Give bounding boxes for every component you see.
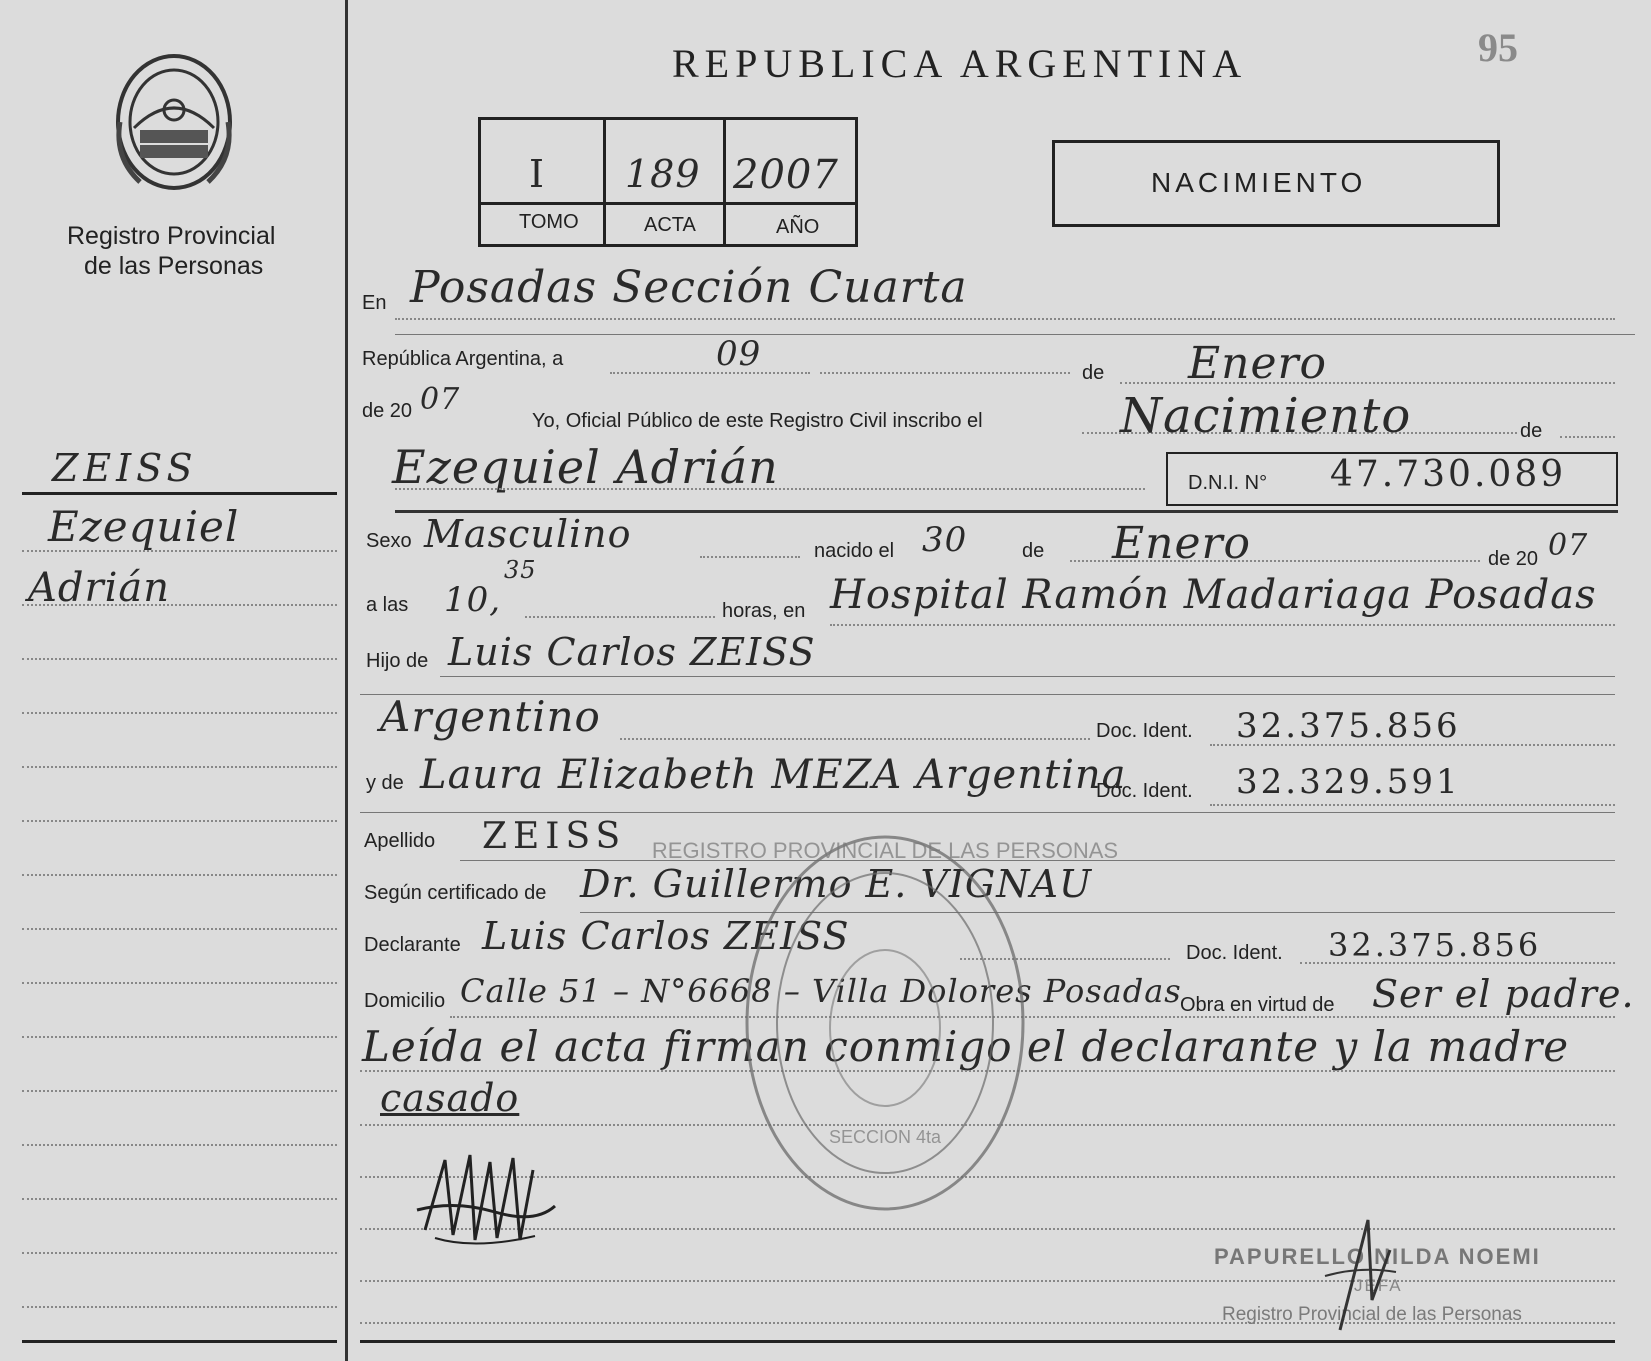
anio-label: AÑO [776,216,820,238]
hora-line [525,616,715,618]
margin-name1: Ezequiel [48,502,240,551]
en-rule [395,334,1635,335]
dni-value: 47.730.089 [1330,454,1567,495]
margin-dotline [22,1090,337,1092]
nacido-label: nacido el [814,540,895,562]
margin-dotline [22,874,337,876]
madre-rule [360,812,1615,813]
act-type-box [1052,140,1500,227]
tomo-value: I [529,152,546,196]
padre-nac-line [620,738,1090,740]
anio-cell [723,120,855,210]
dia-value: 09 [716,334,762,374]
padre-doc: 32.375.856 [1236,706,1461,746]
de-label3: de [1022,540,1045,562]
margin-dotline [22,1198,337,1200]
blank-line-3 [360,1280,1615,1282]
bottom-rule [360,1340,1615,1343]
dni-box [1166,452,1618,506]
nombre-value: Ezequiel Adrián [392,440,779,494]
margin-name2: Adrián [28,565,171,611]
mes-value: Enero [1188,338,1328,389]
declarante-value: Luis Carlos ZEISS [482,914,850,958]
margin-dotline [22,820,337,822]
sexo-line [700,556,800,558]
round-seal-inner-text: SECCION 4ta [828,1127,942,1147]
margin-dotline [22,928,337,930]
margin-dotline [22,766,337,768]
inscribo-value: Nacimiento [1120,388,1412,444]
margin-surname: ZEISS [52,446,198,490]
declarante-doc-label: Doc. Ident. [1186,942,1283,964]
a-las-label: a las [366,594,409,616]
record-box-col2 [723,202,726,244]
en-value: Posadas Sección Cuarta [410,262,968,313]
margin-dotline [22,1252,337,1254]
record-box-divider [481,202,855,205]
margin-rule-top [22,492,337,495]
record-box-col1 [603,202,606,244]
hijo-label: Hijo de [366,650,429,672]
republica-label: República Argentina, a [362,348,564,370]
horas-en-label: horas, en [722,600,806,622]
margin-dotline [22,982,337,984]
tomo-label: TOMO [519,211,579,233]
declarante-label: Declarante [364,934,461,956]
acta-label: ACTA [644,214,696,236]
leida-value: Leída el acta firman conmigo el declarante y la madre [362,1022,1570,1071]
nacido-line [1070,560,1480,562]
nacido-dia: 30 [922,520,968,560]
year-suffix: 07 [420,382,461,417]
stamp-name: PAPURELLO NILDA NOEMI [1214,1244,1541,1269]
registry-title-line2: de las Personas [84,252,264,280]
y-de-label: y de [366,772,404,794]
lugar-value: Hospital Ramón Madariaga Posadas [830,572,1597,618]
left-margin-column [0,0,345,1361]
certificado-label: Según certificado de [364,882,547,904]
dia-line2 [820,372,1070,374]
margin-dotline [22,1036,337,1038]
en-label: En [362,292,387,314]
column-divider [345,0,348,1361]
country-title: REPUBLICA ARGENTINA [672,41,1248,86]
de-label: de [1082,362,1105,384]
margin-dotline [22,1144,337,1146]
casado-value: casado [380,1076,520,1120]
tomo-cell [481,120,606,210]
registry-title-line1: Registro Provincial [67,222,276,250]
de-year-label: de 20 [1488,548,1539,570]
madre-doc-label: Doc. Ident. [1096,780,1193,802]
sexo-value: Masculino [424,512,632,556]
stamp-role: JEFA [1354,1276,1403,1295]
acta-cell [603,120,726,210]
domicilio-line [450,1016,1615,1018]
lugar-line [830,624,1615,626]
acta-value: 189 [625,152,701,196]
year-prefix: de 20 [362,400,413,422]
margin-dotline [22,712,337,714]
apellido-value: ZEISS [482,816,627,857]
stamp-registry: Registro Provincial de las Personas [1222,1304,1522,1325]
sexo-label: Sexo [366,530,412,552]
declarant-signature-icon [415,1140,565,1260]
domicilio-value: Calle 51 – N°6668 – Villa Dolores Posadas [460,972,1182,1010]
margin-dotline [22,550,337,552]
madre-value: Laura Elizabeth MEZA Argentina [420,752,1127,798]
provincial-seal-icon [110,48,238,196]
nombre-line [395,488,1145,490]
madre-doc: 32.329.591 [1236,762,1461,802]
obra-label: Obra en virtud de [1180,994,1335,1016]
nacido-year: 07 [1548,528,1589,563]
padre-value: Luis Carlos ZEISS [448,630,816,674]
de-label2: de [1520,420,1543,442]
padre-rule [440,676,1615,677]
certificado-rule [580,912,1615,913]
padre-doc-line [1210,744,1615,746]
page-number: 95 [1478,25,1518,70]
dia-line [610,372,810,374]
certificado-value: Dr. Guillermo E. VIGNAU [580,862,1092,906]
oficial-text: Yo, Oficial Público de este Registro Civil inscribo el [532,410,983,432]
hora-value: 10, [444,580,502,620]
margin-dotline [22,658,337,660]
declarante-doc: 32.375.856 [1328,926,1542,964]
apellido-label: Apellido [364,830,436,852]
minutos-value: 35 [504,556,537,584]
en-line [395,318,1615,320]
margin-rule-bottom [22,1340,337,1343]
obra-value: Ser el padre. [1372,972,1635,1016]
domicilio-label: Domicilio [364,990,446,1012]
nacido-mes: Enero [1112,518,1252,569]
mes-line [1120,382,1615,384]
margin-dotline [22,604,337,606]
doc-ident-label: Doc. Ident. [1096,720,1193,742]
dni-label: D.N.I. N° [1188,472,1268,494]
act-type-label: NACIMIENTO [1151,167,1367,198]
padre-nacionalidad: Argentino [380,692,601,741]
declarante-doc-line [1300,962,1615,964]
round-seal-top-text: REGISTRO PROVINCIAL DE LAS PERSONAS [651,838,1119,863]
margin-dotline [22,1306,337,1308]
anio-value: 2007 [733,152,839,198]
de2-line [1560,436,1615,438]
record-number-box [478,117,858,247]
madre-doc-line [1210,804,1615,806]
official-signature-icon [1320,1210,1400,1340]
